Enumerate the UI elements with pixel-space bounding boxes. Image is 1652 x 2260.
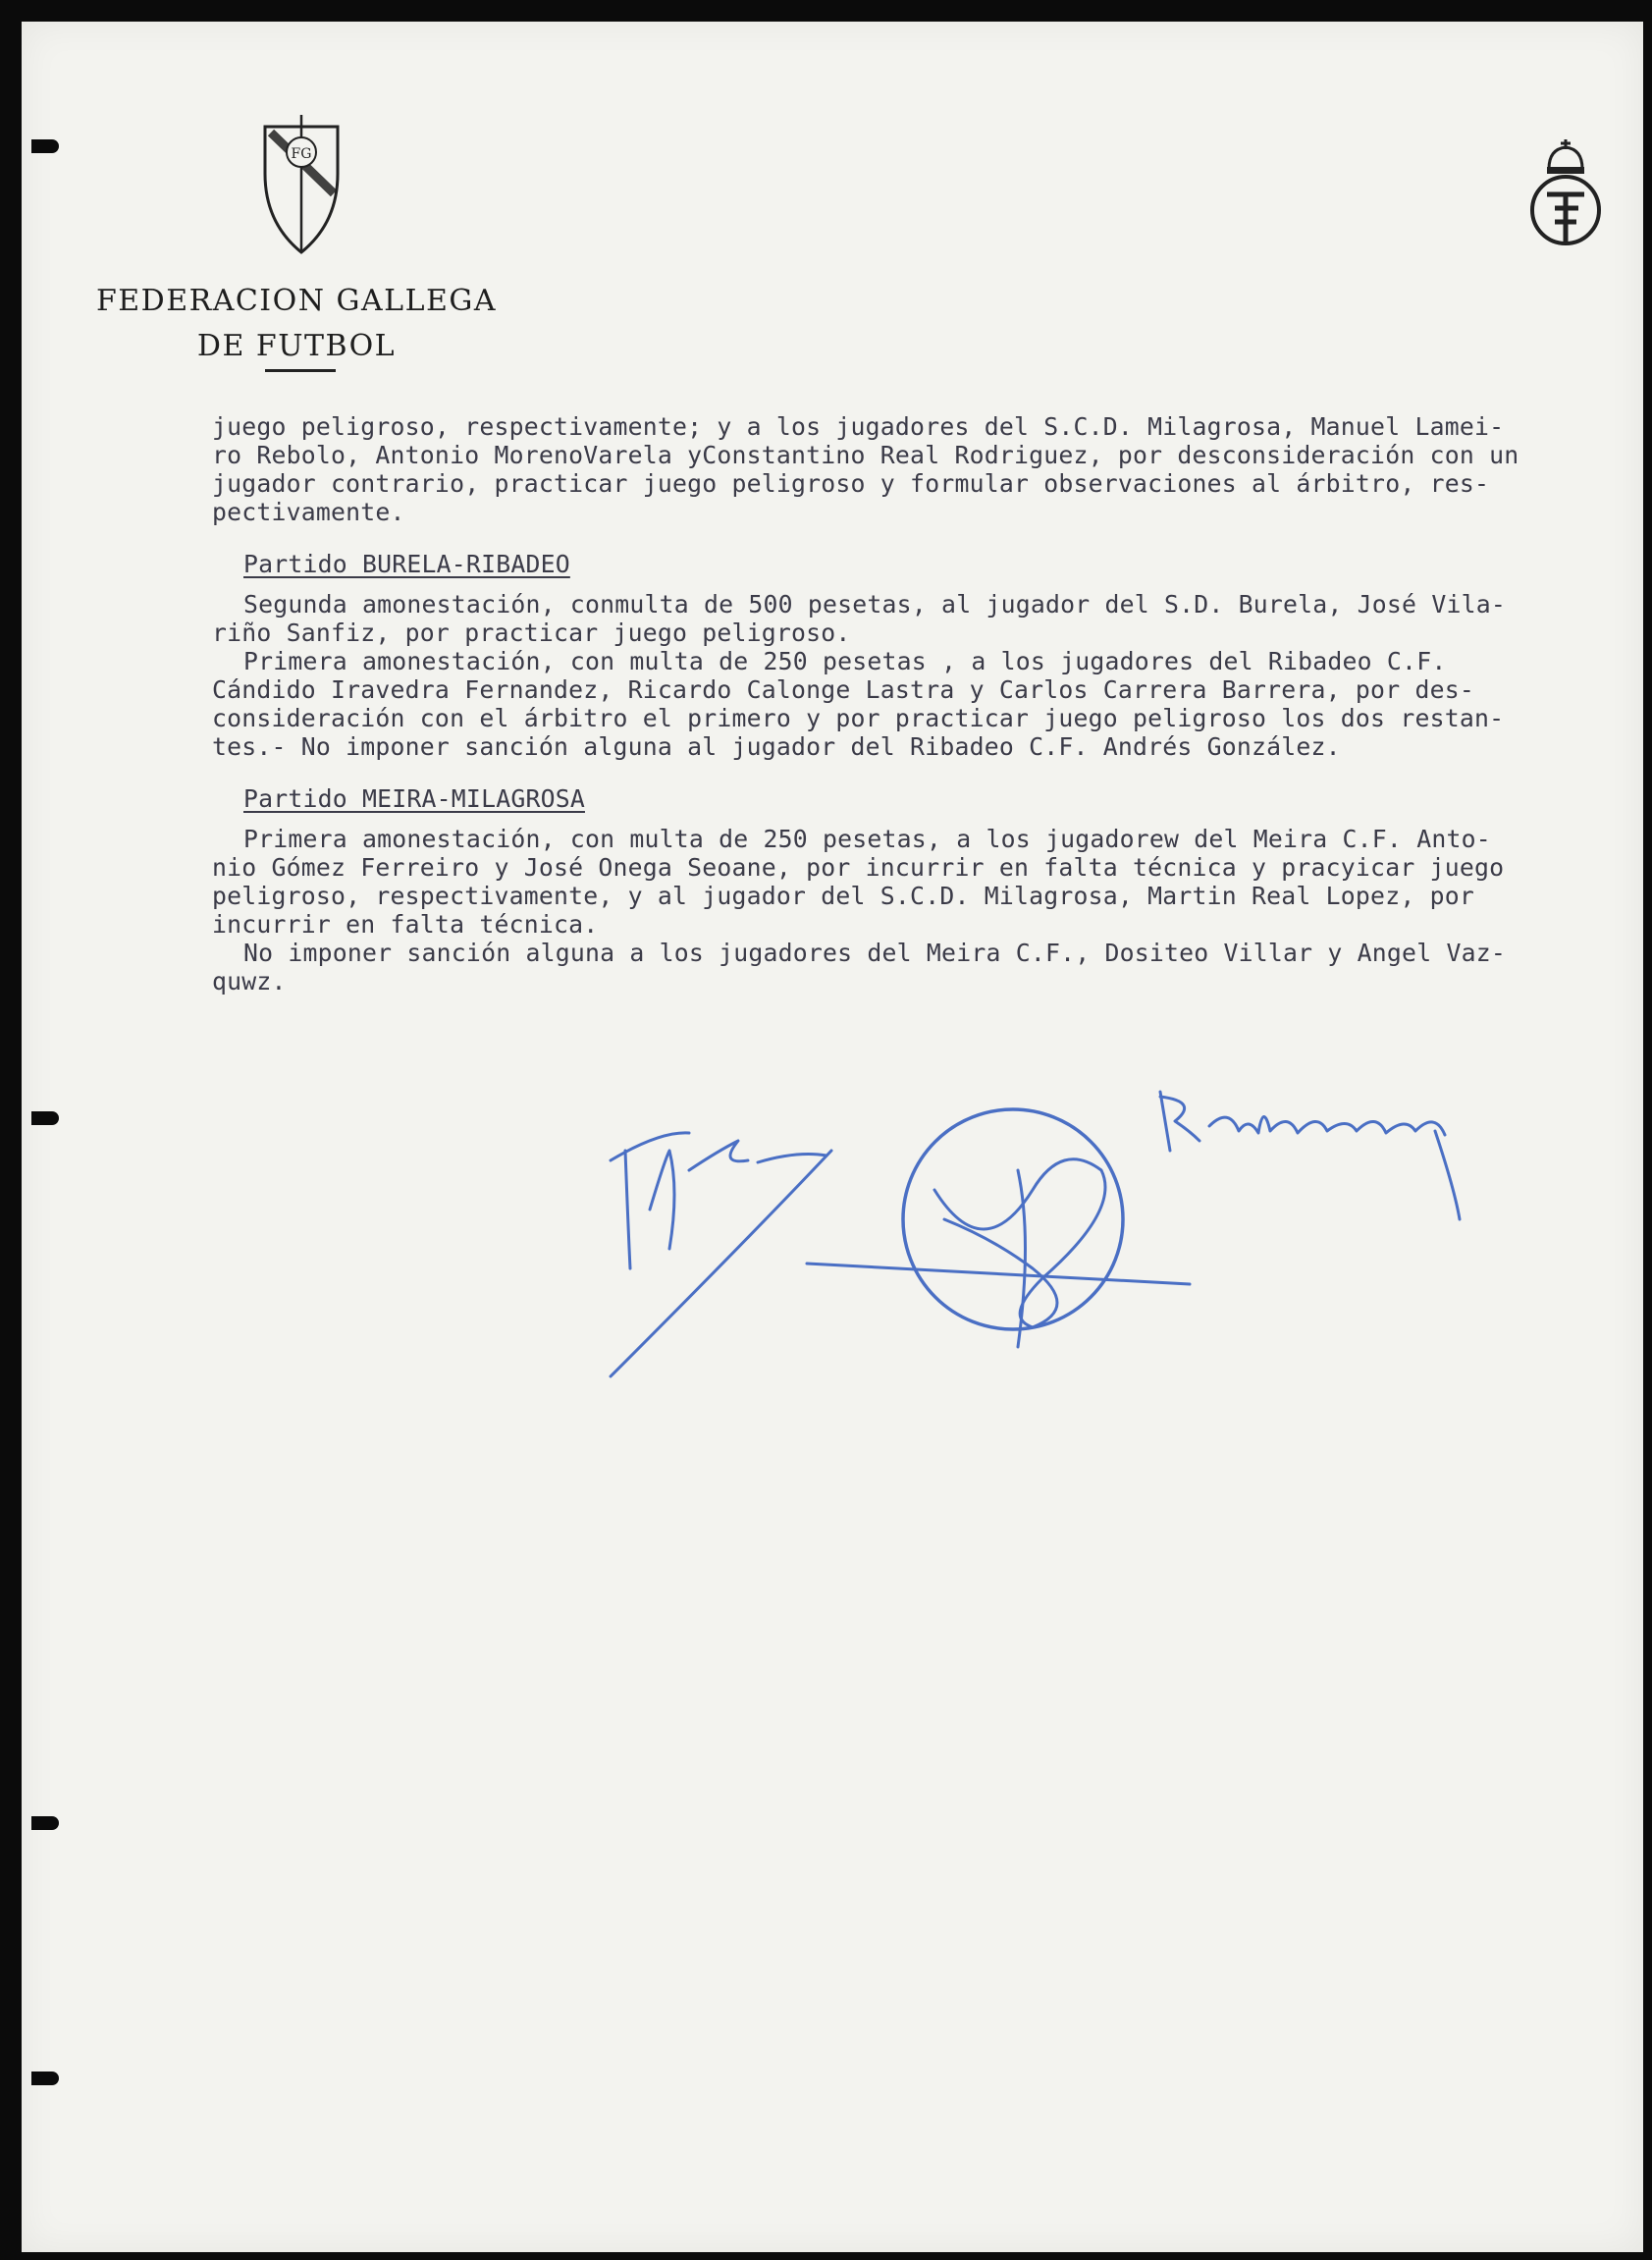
section1-line: Segunda amonestación, conmulta de 500 pesetas, al jugador del S.D. Burela, José Vila- <box>243 590 1506 619</box>
rfef-crown-emblem-icon <box>1525 139 1606 249</box>
binding-hole <box>31 2072 59 2085</box>
intro-line: ro Rebolo, Antonio MorenoVarela yConstantino Real Rodriguez, por desconsideración con un <box>212 441 1519 469</box>
handwritten-signatures-icon <box>571 1072 1553 1396</box>
intro-line: jugador contrario, practicar juego peligroso y formular observaciones al árbitro, res- <box>212 469 1490 498</box>
federation-name-line2: DE FUTBOL <box>196 329 397 363</box>
section2-line: peligroso, respectivamente, y al jugador del S.C.D. Milagrosa, Martin Real Lopez, por <box>212 882 1474 910</box>
section1-line: Cándido Iravedra Fernandez, Ricardo Calonge Lastra y Carlos Carrera Barrera, por des- <box>212 675 1474 704</box>
section2-line: nio Gómez Ferreiro y José Onega Seoane, por incurrir en falta técnica y pracyicar juego <box>212 853 1505 882</box>
section2-line: quwz. <box>212 967 287 995</box>
section1-line: consideración con el árbitro el primero y por practicar juego peligroso los dos restan- <box>212 704 1505 732</box>
binding-hole <box>31 139 59 153</box>
letterhead-divider <box>265 369 336 372</box>
document-page <box>22 22 1643 2252</box>
section2-line: incurrir en falta técnica. <box>212 910 599 939</box>
svg-text:FG: FG <box>291 146 312 162</box>
binding-hole <box>31 1816 59 1830</box>
section-heading-burela-ribadeo: Partido BURELA-RIBADEO <box>243 550 570 578</box>
section-heading-meira-milagrosa: Partido MEIRA-MILAGROSA <box>243 784 585 813</box>
section1-line: Primera amonestación, con multa de 250 pesetas , a los jugadores del Ribadeo C.F. <box>243 647 1447 675</box>
section1-line: riño Sanfiz, por practicar juego peligroso. <box>212 619 851 647</box>
section2-line: No imponer sanción alguna a los jugadores del Meira C.F., Dositeo Villar y Angel Vaz- <box>243 939 1506 967</box>
galician-federation-shield-icon <box>257 115 346 257</box>
federation-name-line1: FEDERACION GALLEGA <box>95 284 498 318</box>
document-body <box>212 412 1645 995</box>
binding-hole <box>31 1111 59 1125</box>
intro-line: juego peligroso, respectivamente; y a los jugadores del S.C.D. Milagrosa, Manuel Lamei- <box>212 412 1505 441</box>
intro-line: pectivamente. <box>212 498 405 526</box>
section1-line: tes.- No imponer sanción alguna al jugador del Ribadeo C.F. Andrés González. <box>212 732 1341 761</box>
federation-name <box>90 279 503 369</box>
section2-line: Primera amonestación, con multa de 250 pesetas, a los jugadorew del Meira C.F. Anto- <box>243 825 1491 853</box>
